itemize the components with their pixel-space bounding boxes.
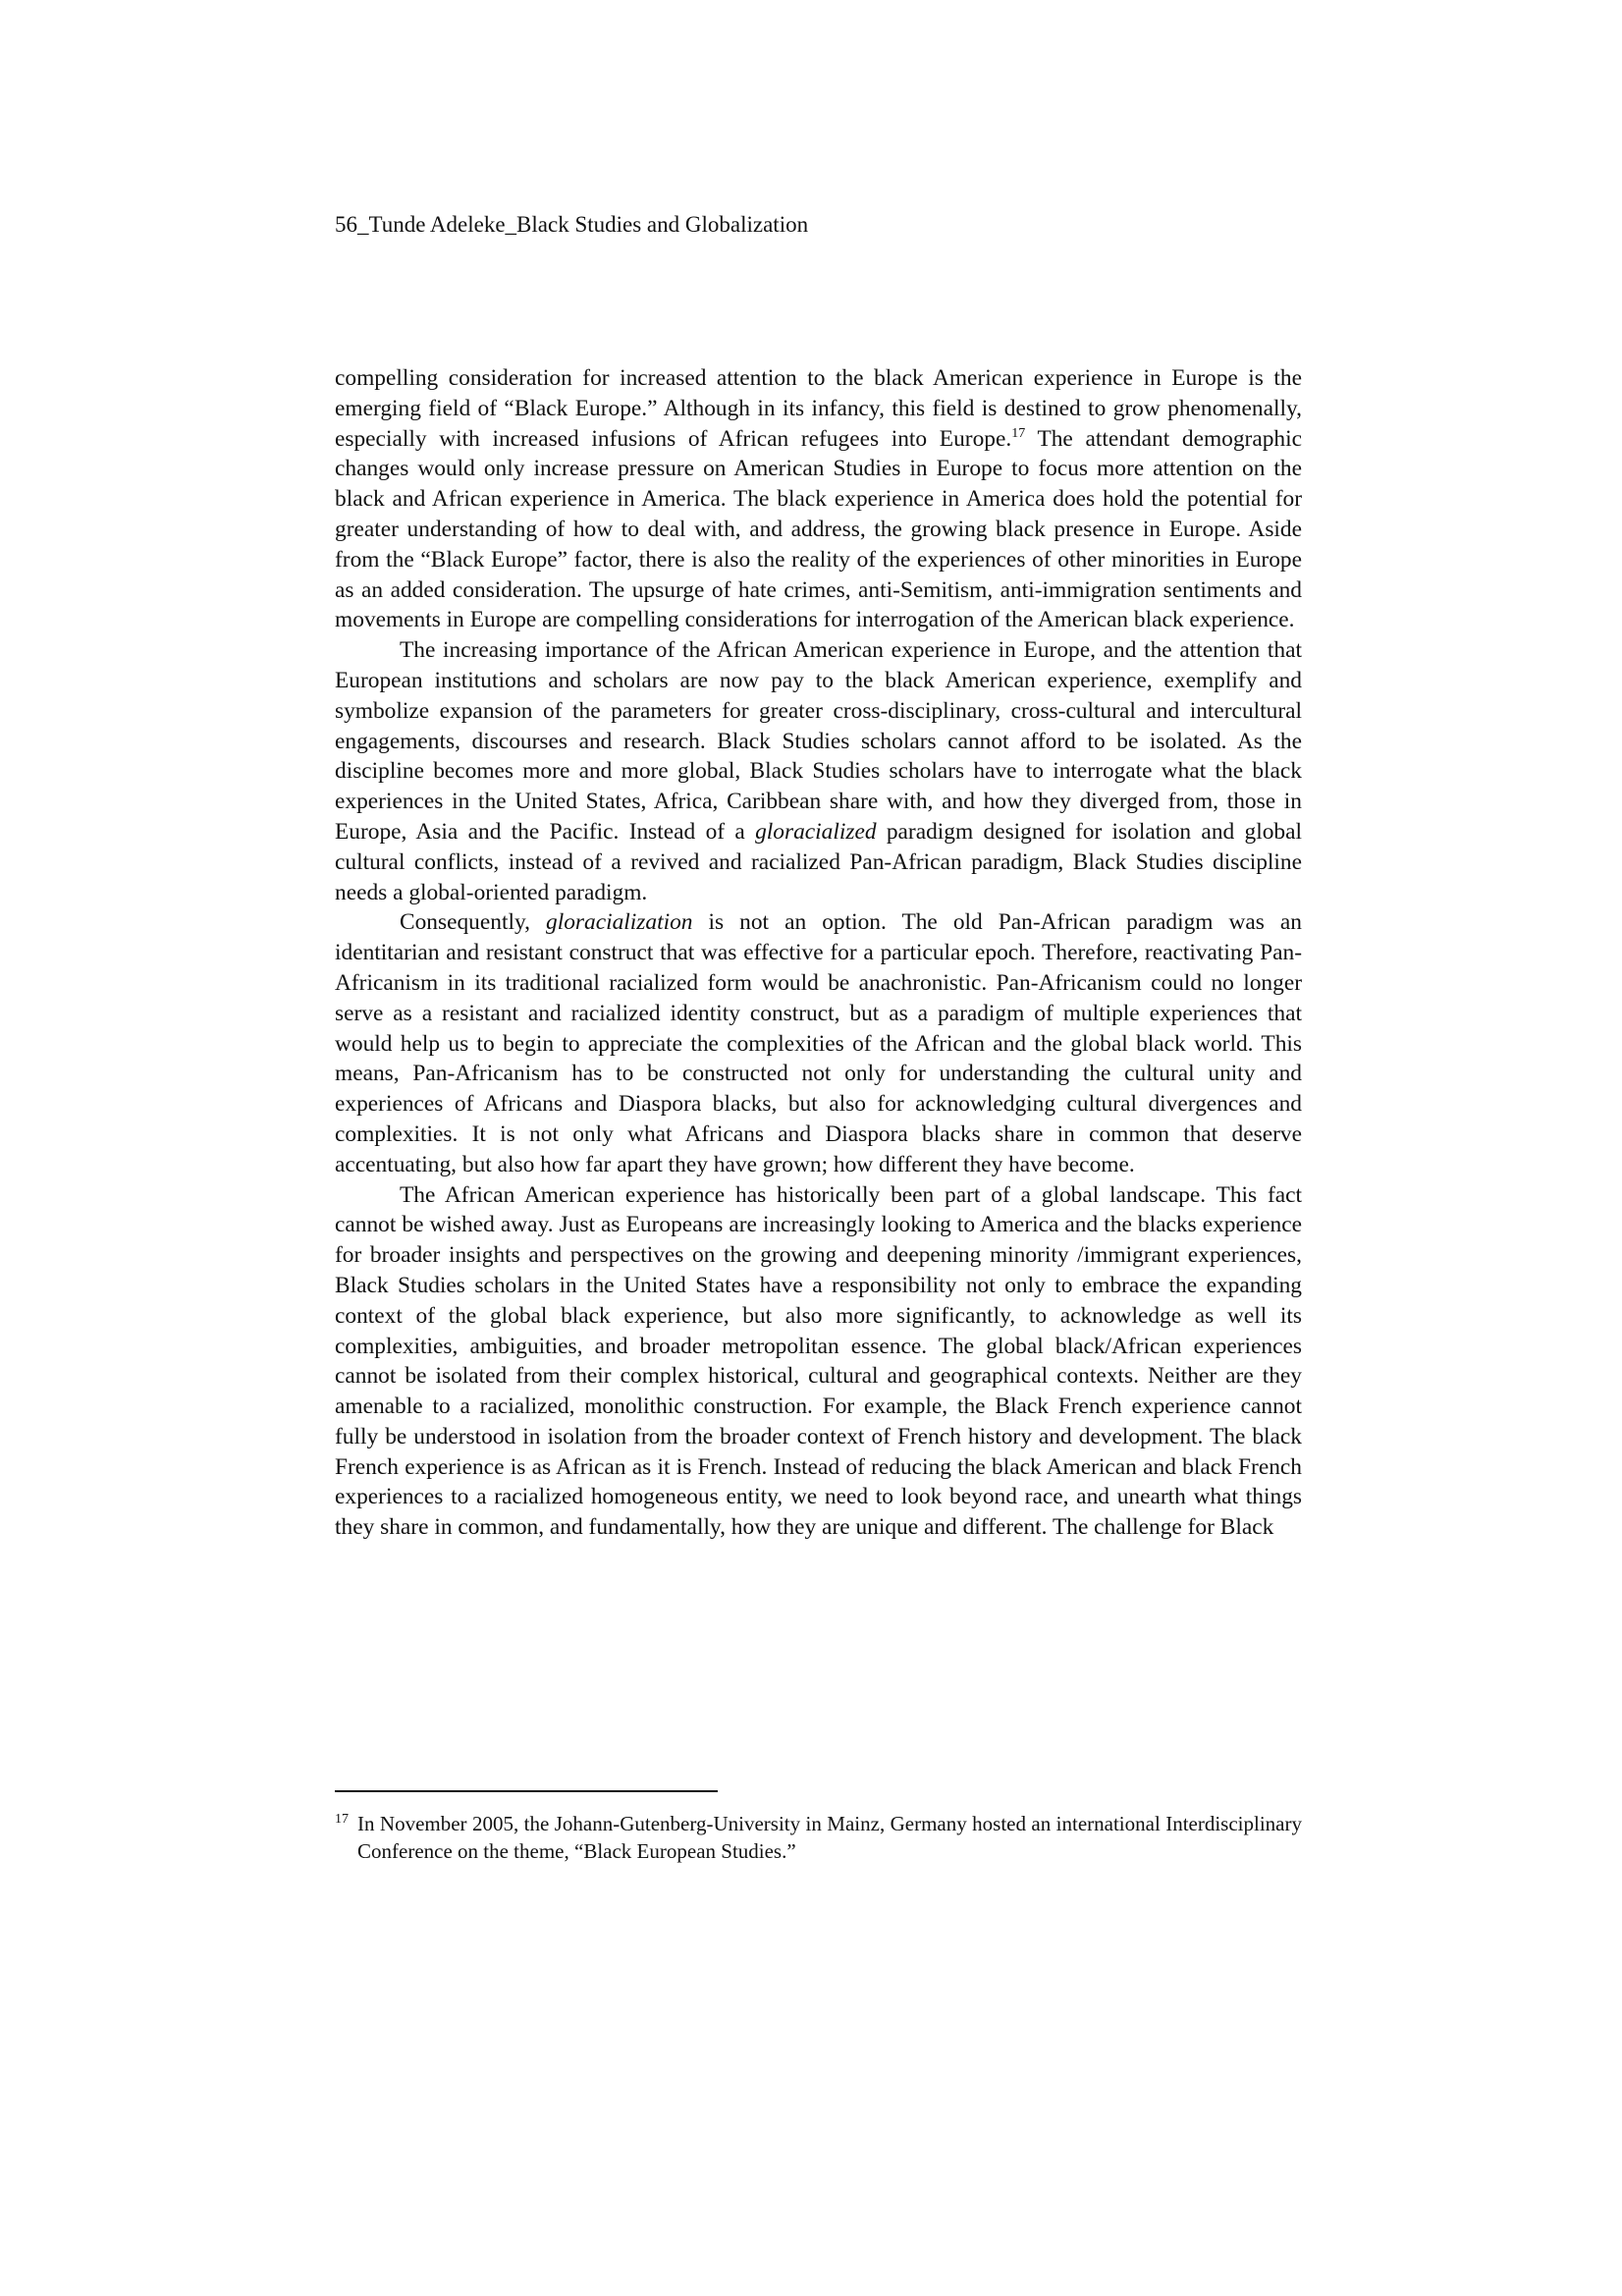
paragraph-3-text-b: is not an option. The old Pan-African paradigm was an identitarian and resistant construct that was effective for a particular epoch. Therefore, reactivating Pan-Africanism in its traditional racialized form would be anachronistic. Pan-Africanism could no longer serve as a resistant and racialized identity construct, but as a paradigm of multiple experiences that would help us to begin to appreciate the complexities of the African and the global black world. This means, Pan-Africanism has to be constructed not only for understanding the cultural unity and experiences of Africans and Diaspora blacks, but also for acknowledging cultural divergences and complexities. It is not only what Africans and Diaspora blacks share in common that deserve accentuating, but also how far apart they have grown; how different they have become. xyxy=(335,909,1302,1177)
footnote-reference-17: 17 xyxy=(1011,425,1026,441)
running-header: 56_Tunde Adeleke_Black Studies and Globalization xyxy=(335,212,809,237)
footnotes xyxy=(335,1810,1302,1865)
paragraph-2-text-b: paradigm designed for isolation and global cultural conflicts, instead of a revived and racialized Pan-African paradigm, Black Studies discipline needs a global-oriented paradigm. xyxy=(335,818,1302,905)
paragraph-1-text-b: The attendant demographic changes would only increase pressure on American Studies in Europe to focus more attention on the black and African experience in America. The black experience in America does hold the potential for greater understanding of how to deal with, and address, the growing black presence in Europe. Aside from the “Black Europe” factor, there is also the reality of the experiences of other minorities in Europe as an added consideration. The upsurge of hate crimes, anti-Semitism, anti-immigration sentiments and movements in Europe are compelling considerations for interrogation of the American black experience. xyxy=(335,425,1302,633)
paragraph-3 xyxy=(335,907,1302,1179)
paragraph-1 xyxy=(335,363,1302,635)
body-text xyxy=(335,363,1302,1543)
paragraph-3-text-a: Consequently, xyxy=(400,909,547,936)
paragraph-2-text-a: The increasing importance of the African American experience in Europe, and the attention that European institutions and scholars are now pay to the black American experience, exemplify and symbolize expansion of the parameters for greater cross-disciplinary, cross-cultural and intercultural engagements, discourses and research. Black Studies scholars cannot afford to be isolated. As the discipline becomes more and more global, Black Studies scholars have to interrogate what the black experiences in the United States, Africa, Caribbean share with, and how they diverged from, those in Europe, Asia and the Pacific. Instead of a xyxy=(335,637,1302,845)
paragraph-1-text-a: compelling consideration for increased attention to the black American experience in Europe is the emerging field of “Black Europe.” Although in its infancy, this field is destined to grow phenomenally, especially with increased infusions of African refugees into Europe. xyxy=(335,365,1302,452)
footnote-separator xyxy=(335,1790,718,1792)
paragraph-4: The African American experience has historically been part of a global landscape. This fact cannot be wished away. Just as Europeans are increasingly looking to America and the blacks experience for broader insights and perspectives on the growing and deepening minority /immigrant experiences, Black Studies scholars in the United States have a responsibility not only to embrace the expanding context of the global black experience, but also more significantly, to acknowledge as well its complexities, ambiguities, and broader metropolitan essence. The global black/African experiences cannot be isolated from their complex historical, cultural and geographical contexts. Neither are they amenable to a racialized, monolithic construction. For example, the Black French experience cannot fully be understood in isolation from the broader context of French history and development. The black French experience is as African as it is French. Instead of reducing the black American and black French experiences to a racialized homogeneous entity, we need to look beyond race, and unearth what things they share in common, and fundamentally, how they are unique and different. The challenge for Black xyxy=(335,1181,1302,1541)
paragraph-3-italic-term: gloracialization xyxy=(546,909,693,936)
paragraph-2-italic-term: gloracialized xyxy=(755,818,877,845)
footnote-17: $^{17}$ In November 2005, the Johann-Gutenberg-University in Mainz, Germany hosted an international Interdisciplinary Conference on the theme, “Black European Studies.” xyxy=(335,1812,1302,1863)
paragraph-2 xyxy=(335,635,1302,907)
footnote-text: In November 2005, the Johann-Gutenberg-University in Mainz, Germany hosted an international Interdisciplinary Conference on the theme, “Black European Studies.” xyxy=(357,1812,1302,1863)
